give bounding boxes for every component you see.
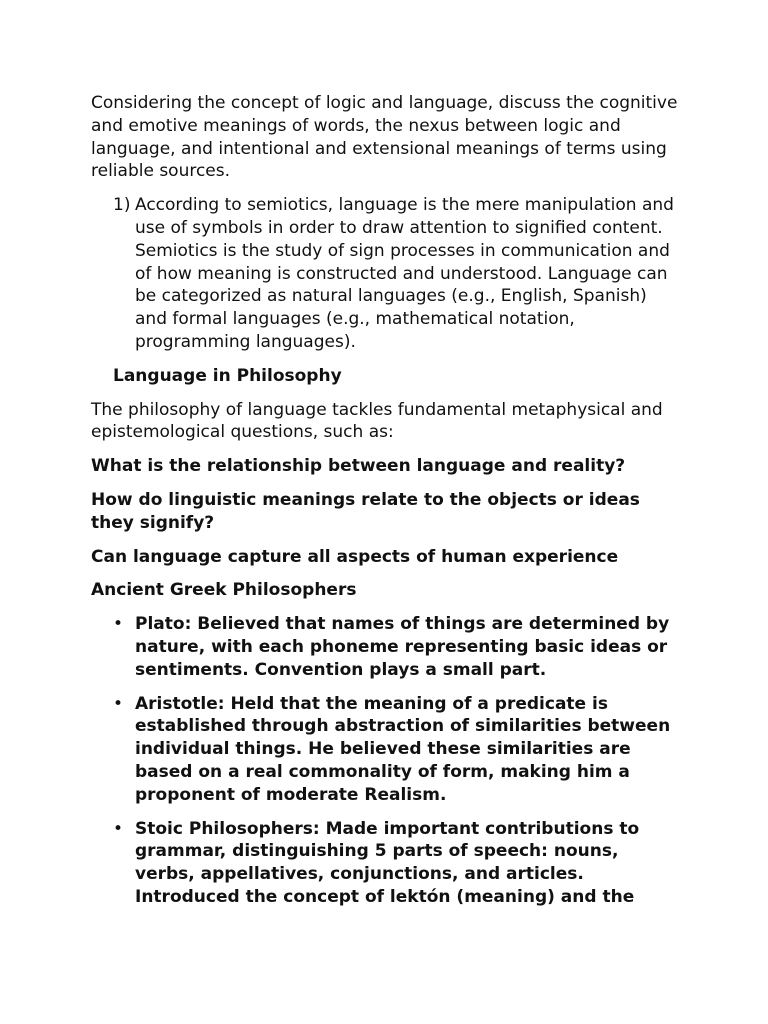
numbered-item-text: According to semiotics, language is the mere manipulation and use of symbols in order to draw attention to signified content. Semiotics is the study of sign processes in communication and of how meaning is constructed and understood. Language can be categorized as natural languages (e.g., English, Spanish) and formal languages (e.g., mathematical notation, programming languages). <box>135 195 674 352</box>
bullet-text-stoic: Stoic Philosophers: Made important contributions to grammar, distinguishing 5 parts of speech: nouns, verbs, appellatives, conjunctions, and articles. Introduced the concept of lektón (meaning) and the <box>135 818 640 907</box>
numbered-item <box>91 194 681 354</box>
document-page <box>91 92 681 920</box>
subheading-language-in-philosophy: Language in Philosophy <box>113 365 342 386</box>
philosophy-intro-paragraph: The philosophy of language tackles fundamental metaphysical and epistemological questions, such as: <box>91 399 663 443</box>
question-2: How do linguistic meanings relate to the objects or ideas they signify? <box>91 489 640 533</box>
philosophers-bullet-list <box>91 613 681 909</box>
question-1: What is the relationship between language and reality? <box>91 456 626 477</box>
bullet-icon: • <box>113 614 124 635</box>
section-heading-ancient-greek: Ancient Greek Philosophers <box>91 580 357 601</box>
bullet-text-aristotle: Aristotle: Held that the meaning of a predicate is established through abstraction of similarities between individual things. He believed these similarities are based on a real commonality of form, making him a proponent of moderate Realism. <box>135 693 671 805</box>
question-3: Can language capture all aspects of human experience <box>91 546 619 567</box>
bullet-text-plato: Plato: Believed that names of things are determined by nature, with each phoneme representing basic ideas or sentiments. Convention plays a small part. <box>135 614 670 680</box>
list-item <box>91 693 681 807</box>
list-item <box>91 613 681 681</box>
list-number: 1) <box>113 195 131 216</box>
bullet-icon: • <box>113 818 124 839</box>
bullet-icon: • <box>113 693 124 714</box>
intro-paragraph: Considering the concept of logic and language, discuss the cognitive and emotive meanings of words, the nexus between logic and language, and intentional and extensional meanings of terms using reliable sources. <box>91 93 678 182</box>
list-item <box>91 818 681 909</box>
